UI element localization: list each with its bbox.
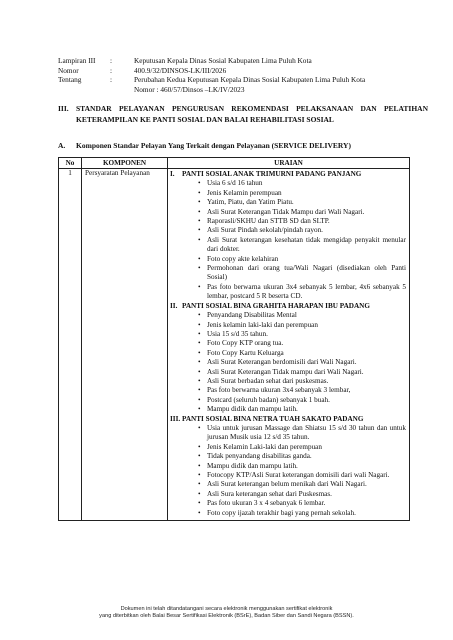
list-item: • Foto copy akte kelahiran [207, 255, 406, 264]
meta-label: Tentang [58, 75, 82, 85]
meta-colon: : [110, 65, 113, 75]
list-item: • Raporasli/SKHU dan STTB SD dan SLTP. [207, 217, 406, 226]
list-item: • Asli Surat Keterangan Tidak mampu dari Wali Nagari. [207, 368, 406, 377]
list-item: • Fotocopy KTP/Asli Surat keterangan domisili dari wali Nagari. [207, 471, 406, 480]
requirement-list [170, 424, 406, 518]
service-standard-table [58, 157, 410, 521]
footer-line: Dokumen ini telah ditandatangani secara elektronik menggunakan sertifikat elektronik [120, 606, 333, 612]
list-item: • Postcard (seluruh badan) sebanyak 1 buah. [207, 396, 406, 405]
table-header-row [59, 158, 410, 169]
requirement-section [170, 302, 406, 415]
list-item: • Foto copy ijazah terakhir bagi yang pernah sekolah. [207, 509, 406, 518]
meta-value: 400.9/32/DINSOS-LK/III/2026 [134, 65, 227, 75]
table-row [59, 169, 410, 521]
requirement-list [170, 179, 406, 301]
list-item: • Usia 15 s/d 35 tahun. [207, 330, 406, 339]
section-title: STANDAR PELAYANAN PENGURUSAN REKOMENDASI PELAKSANAAN DAN PELATIHAN KETERAMPILAN KE PANTI SOSIAL DAN BALAI REHABILITASI SOSIAL [76, 104, 428, 124]
list-item: • Penyandang Disabilitas Mental [207, 311, 406, 320]
meta-label: Lampiran III [58, 56, 96, 65]
section-title-line [170, 302, 406, 311]
subsection-title: Komponen Standar Pelayan Yang Terkait dengan Pelayanan (SERVICE DELIVERY) [76, 141, 351, 150]
meta-value-continuation: Nomor : 460/57/Dinsos –LK/IV/2023 [134, 84, 245, 94]
list-item: • Jenis Kelamin Laki-laki dan perempuan [207, 443, 406, 452]
list-item: • Permohonan dari orang tua/Wali Nagari (disediakan oleh Panti Sosial) [207, 264, 406, 283]
panti-name: PANTI SOSIAL BINA GRAHITA HARAPAN IBU PADANG [182, 301, 370, 310]
requirement-section [170, 415, 406, 518]
list-item: • Asli Surat Keterangan berdomisili dari Wali Nagari. [207, 358, 406, 367]
list-item: • Asli Surat berbadan sehat dari puskesmas. [207, 377, 406, 386]
row-component: Persyaratan Pelayanan [82, 169, 168, 521]
e-signature-footer [0, 606, 453, 621]
list-item: • Foto Copy Kartu Keluarga [207, 349, 406, 358]
list-item: • Pas foto berwarna ukuran 3x4 sebanyak 3 lembar, [207, 386, 406, 395]
meta-row-lampiran [58, 56, 434, 66]
section-roman-numeral: I. [170, 170, 175, 178]
list-item: • Jenis Kelamin perempuan [207, 189, 406, 198]
requirement-list [170, 311, 406, 414]
section-roman-numeral: II. [170, 301, 178, 310]
section-roman-numeral: III. [170, 414, 181, 423]
meta-label: Nomor [58, 65, 79, 75]
list-item: • Pas foto berwarna ukuran 3x4 sebanyak 5 lembar, 4x6 sebanyak 5 lembar, postcard 5 R beserta CD. [207, 283, 406, 302]
subsection-heading [58, 141, 351, 150]
footer-line: yang diterbitkan oleh Balai Besar Sertifikasi Elektronik (BSrE), Badan Siber dan Sandi Negara (BSSN). [99, 613, 354, 620]
list-item: • Asli Surat Keterangan Tidak Mampu dari Wali Nagari. [207, 208, 406, 217]
list-item: • Usia untuk jurusan Massage dan Shiatsu 15 s/d 30 tahun dan untuk jurusan Musik usia 12 s/d 35 tahun. [207, 424, 406, 443]
meta-value: Keputusan Kepala Dinas Sosial Kabupaten Lima Puluh Kota [134, 56, 312, 65]
list-item: • Jenis kelamin laki-laki dan perempuan [207, 321, 406, 330]
row-description [168, 169, 410, 521]
list-item: • Mampu didik dan mampu latih. [207, 405, 406, 414]
section-heading [58, 104, 428, 125]
list-item: • Usia 6 s/d 16 tahun [207, 179, 406, 188]
document-metadata [58, 56, 434, 94]
header-uraian: URAIAN [168, 158, 410, 169]
meta-colon: : [110, 75, 113, 85]
section-title-line [170, 170, 406, 179]
list-item: • Asli Surat keterangan kesehatan tidak mengidap penyakit menular dari dokter. [207, 236, 406, 255]
list-item: • Foto Copy KTP orang tua. [207, 339, 406, 348]
list-item: • Asli Surat Pindah sekolah/pindah rayon. [207, 226, 406, 235]
requirement-section [170, 170, 406, 302]
meta-row-nomor [58, 66, 434, 76]
subsection-letter: A. [58, 141, 66, 150]
requirement-sections [170, 170, 406, 518]
section-title-line [170, 415, 406, 424]
meta-colon: : [110, 56, 113, 65]
list-item: • Tidak penyandang disabilitas ganda. [207, 452, 406, 461]
list-item: • Yatim, Piatu, dan Yatim Piatu. [207, 198, 406, 207]
list-item: • Pas foto ukuran 3 x 4 sebanyak 6 lembar. [207, 499, 406, 508]
row-number: 1 [59, 169, 82, 521]
list-item: • Asli Surat keterangan belum menikah dari Wali Nagari. [207, 480, 406, 489]
list-item: • Mampu didik dan mampu latih. [207, 462, 406, 471]
meta-row-tentang [58, 75, 434, 85]
header-komponen: KOMPONEN [82, 158, 168, 169]
list-item: • Asli Sura keterangan sehat dari Puskesmas. [207, 490, 406, 499]
section-number: III. [58, 104, 69, 113]
header-no: No [59, 158, 82, 169]
panti-name: PANTI SOSIAL BINA NETRA TUAH SAKATO PADANG [182, 414, 364, 423]
meta-value: Perubahan Kedua Keputusan Kepala Dinas Sosial Kabupaten Lima Puluh Kota [134, 75, 366, 85]
panti-name: PANTI SOSIAL ANAK TRIMURNI PADANG PANJANG [182, 170, 362, 178]
